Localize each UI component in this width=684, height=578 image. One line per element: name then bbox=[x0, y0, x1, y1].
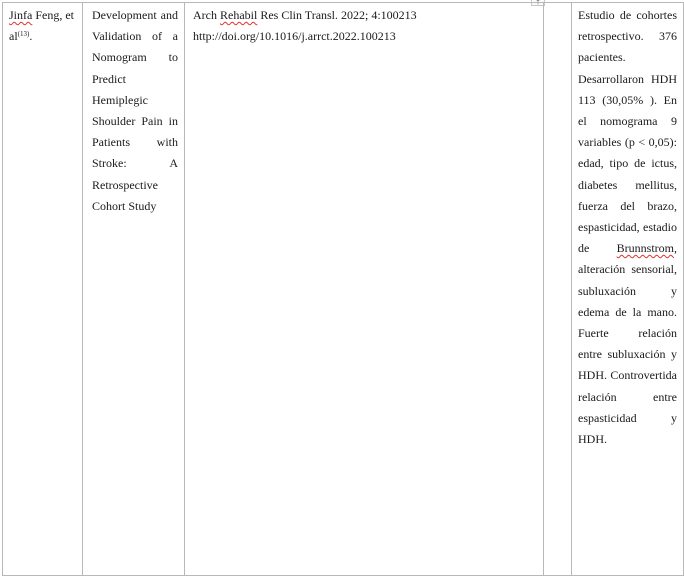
author-cell[interactable] bbox=[3, 3, 83, 576]
author-rest: Feng, et al bbox=[9, 8, 74, 44]
reference-cell[interactable] bbox=[185, 3, 544, 576]
doi-link[interactable]: http://doi.org/10.1016/j.arrct.2022.100213 bbox=[193, 29, 396, 44]
author-first-name: Jinfa bbox=[9, 8, 33, 22]
study-table bbox=[2, 2, 684, 576]
journal-abbrev-1: Arch bbox=[193, 8, 217, 22]
result-text-2: , alteración sensorial, subluxación y edema de la mano. Fuerte relación entre subluxación y HDH. Controvertida relación entre espasticidad y HDH. bbox=[578, 241, 677, 447]
result-cell[interactable] bbox=[572, 3, 684, 576]
journal-abbrev-3: Res Clin Transl. 2022; 4:100213 bbox=[257, 8, 417, 22]
table-row bbox=[3, 3, 684, 576]
journal-citation bbox=[193, 5, 537, 26]
result-brunnstrom: Brunnstrom bbox=[616, 241, 674, 256]
journal-abbrev-2: Rehabil bbox=[220, 8, 258, 22]
result-text-1: Estudio de cohortes retrospectivo. 376 pacientes. Desarrollaron HDH 113 (30,05% ). En el nomograma 9 variables (p < 0,05): edad, tipo de ictus, diabetes mellitus, fuerza del brazo, espasticidad, estadio de bbox=[578, 8, 677, 256]
empty-cell[interactable] bbox=[544, 3, 572, 576]
study-title: Development and Validation of a Nomogram to Predict Hemiplegic Shoulder Pain in Patients with Stroke: A Retrospective Cohort Study bbox=[92, 8, 178, 213]
author-suffix: . bbox=[29, 29, 33, 44]
author-citation: (13) bbox=[17, 30, 30, 39]
title-cell[interactable] bbox=[83, 3, 185, 576]
table-move-handle[interactable]: ‡ bbox=[531, 0, 545, 6]
